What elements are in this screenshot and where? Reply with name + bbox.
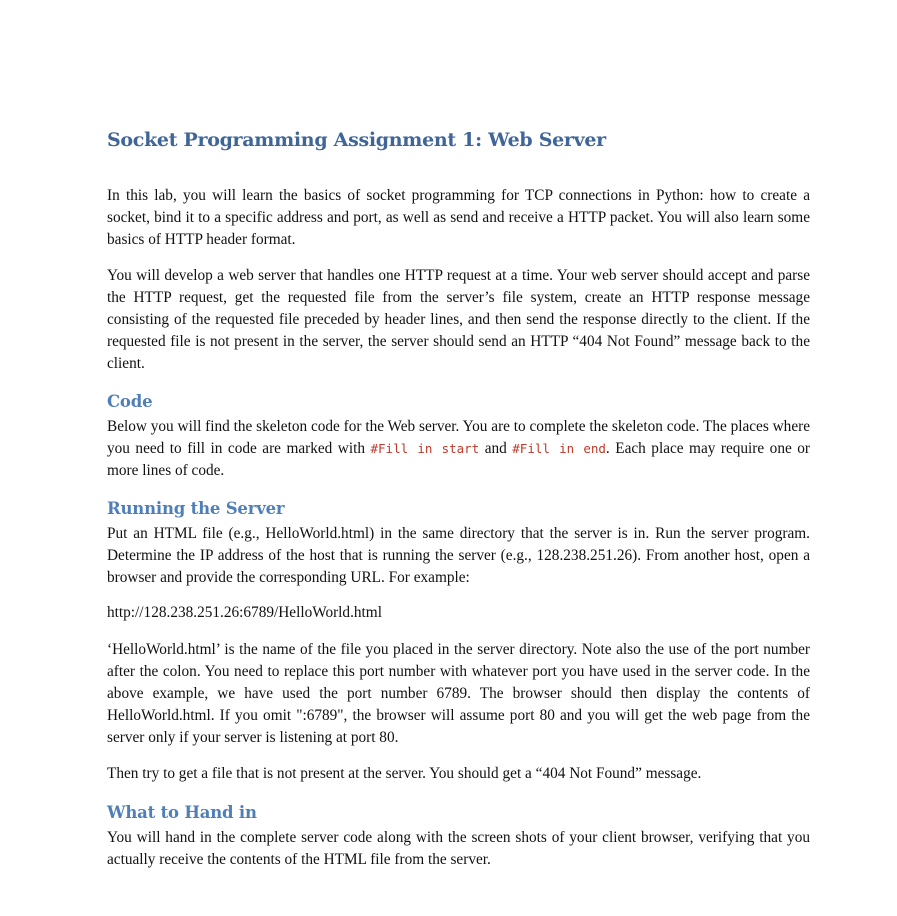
code-text-middle: and [479,440,513,457]
fill-in-start-marker: #Fill in start [370,441,480,456]
fill-in-end-marker: #Fill in end [512,441,606,456]
hand-in-heading: What to Hand in [107,803,257,822]
code-text-after: . Each place may require one or more lines of code. [107,440,811,479]
intro-paragraph-2: You will develop a web server that handles one HTTP request at a time. Your web server should accept and parse the HTTP request, get the requested file from the server’s file system, create an HTTP response message consisting of the requested file preceded by header lines, and then send the response directly to the client. If the requested file is not present in the server, the server should send an HTTP “404 Not Found” message back to the client. [107,267,810,372]
page-title: Socket Programming Assignment 1: Web Server [107,129,606,151]
code-heading: Code [107,392,153,411]
code-paragraph [107,416,810,482]
hand-in-paragraph: You will hand in the complete server code along with the screen shots of your client browser, verifying that you actually receive the contents of the HTML file from the server. [107,829,810,868]
running-heading: Running the Server [107,499,285,518]
intro-paragraph-1: In this lab, you will learn the basics of socket programming for TCP connections in Python: how to create a socket, bind it to a specific address and port, as well as send and receive a HTTP packet. You will also learn some basics of HTTP header format. [107,187,810,248]
running-paragraph-1: Put an HTML file (e.g., HelloWorld.html) in the same directory that the server is in. Run the server program. Determine the IP address of the host that is running the server (e.g., 128.238.251.26). From another host, open a browser and provide the corresponding URL. For example: [107,525,810,586]
running-paragraph-3: Then try to get a file that is not present at the server. You should get a “404 Not Found” message. [107,765,702,782]
document-page [107,0,810,916]
running-paragraph-2: ‘HelloWorld.html’ is the name of the file you placed in the server directory. Note also the use of the port number after the colon. You need to replace this port number with whatever port you have used in the server code. In the above example, we have used the port number 6789. The browser should then display the contents of HelloWorld.html. If you omit ":6789", the browser will assume port 80 and you will get the web page from the server only if your server is listening at port 80. [107,641,810,746]
code-text-before: Below you will find the skeleton code for the Web server. You are to complete the skeleton code. The places where you need to fill in code are marked with [107,418,810,457]
example-url: http://128.238.251.26:6789/HelloWorld.html [107,604,382,621]
